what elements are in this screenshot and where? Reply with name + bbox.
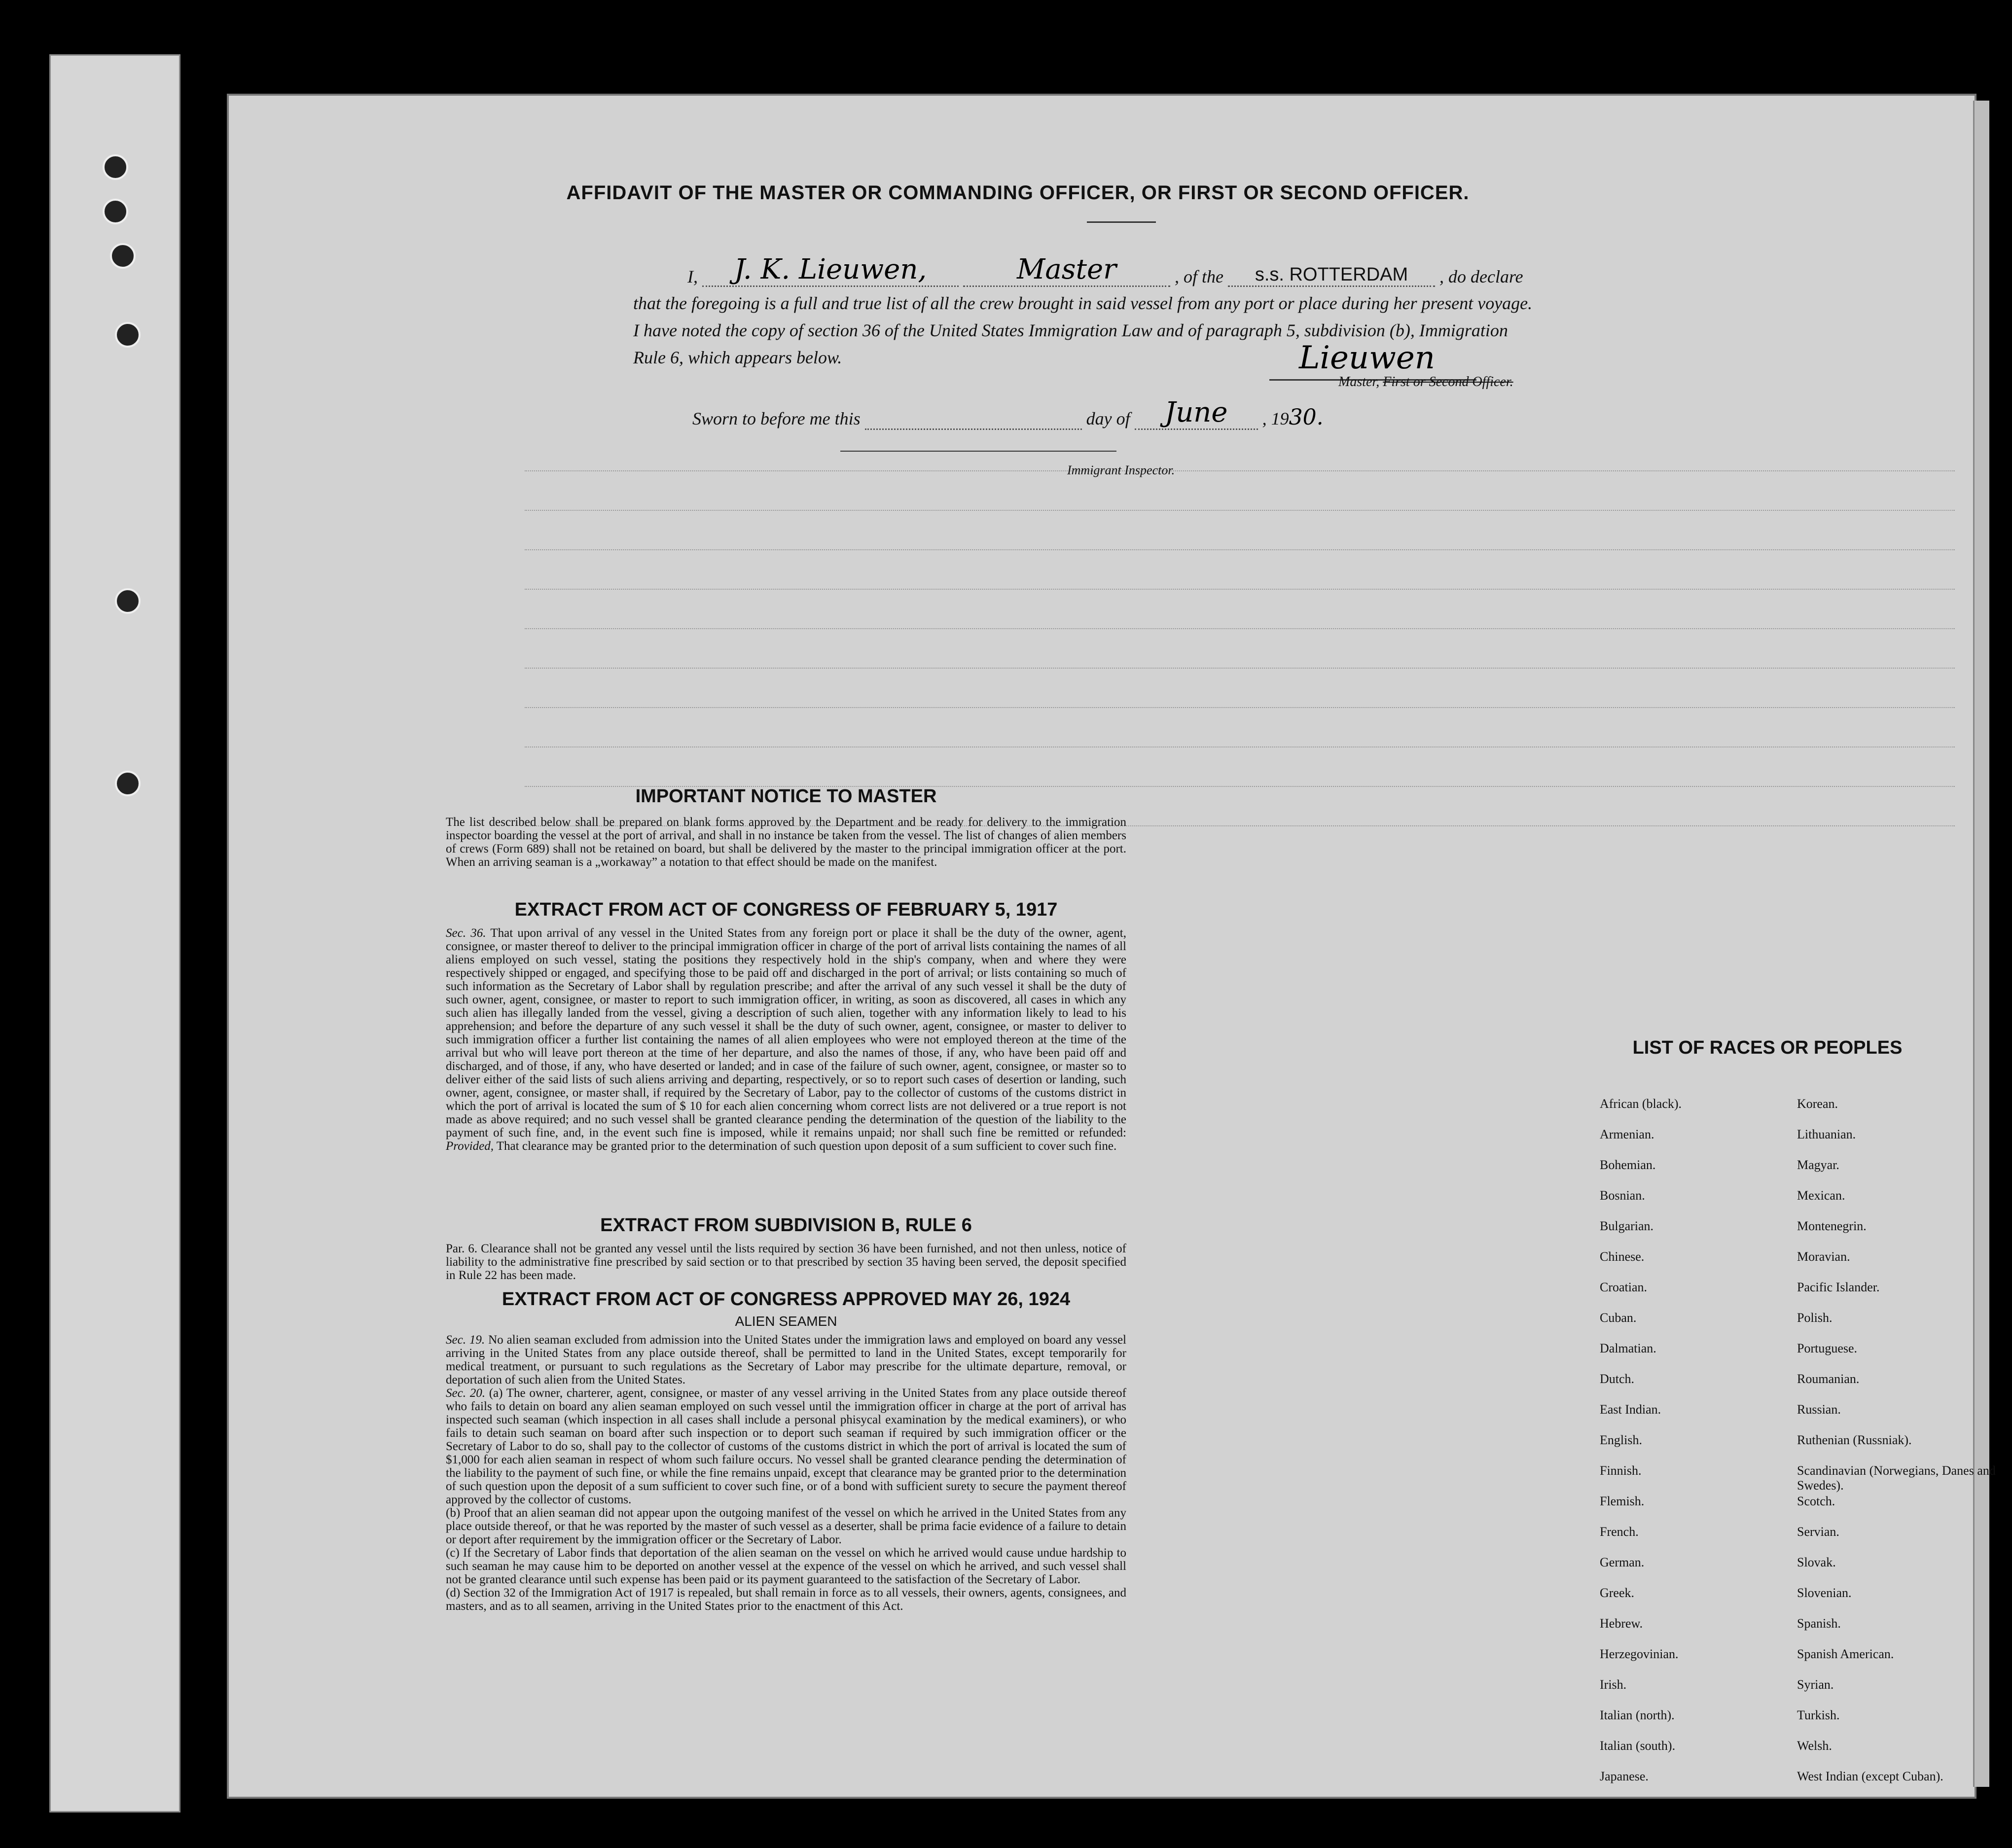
alien-seamen-subheading: ALIEN SEAMEN bbox=[735, 1314, 837, 1329]
sec20b-text: (b) Proof that an alien seaman did not appear upon the outgoing manifest of the vessel on which he arrived in the United States from any place outside thereof, or that he was reported by the master of such vessel as a deserter, shall be prima facie evidence of a failure to detain or deport after requirement by the immigration officer or the Secretary of Labor. bbox=[446, 1506, 1126, 1546]
sec36-label: Sec. 36. bbox=[446, 926, 486, 940]
race-item: Herzegovinian. bbox=[1600, 1647, 1679, 1661]
race-item: German. bbox=[1600, 1555, 1645, 1569]
race-item: Finnish. bbox=[1600, 1463, 1642, 1478]
notice-heading: IMPORTANT NOTICE TO MASTER bbox=[635, 786, 937, 807]
race-item: Italian (south). bbox=[1600, 1739, 1676, 1753]
affidavit-line2: that the foregoing is a full and true list of all the crew brought in said vessel from any port or place during her present voyage. bbox=[633, 293, 1533, 313]
races-heading: LIST OF RACES OR PEOPLES bbox=[1632, 1037, 1903, 1058]
ghost-row bbox=[525, 549, 1955, 552]
ghost-row bbox=[525, 470, 1955, 473]
sworn-year: 30. bbox=[1289, 405, 1324, 430]
race-item: Bohemian. bbox=[1600, 1158, 1656, 1172]
race-item: East Indian. bbox=[1600, 1402, 1661, 1417]
provided-label: Provided, bbox=[446, 1139, 494, 1153]
sworn-text: Sworn to before me this bbox=[692, 409, 861, 428]
year-prefix: , 19 bbox=[1262, 409, 1289, 428]
race-item: Greek. bbox=[1600, 1586, 1635, 1600]
prefix-i: I, bbox=[687, 267, 698, 286]
sworn-line bbox=[692, 396, 1580, 430]
race-item: Montenegrin. bbox=[1797, 1219, 1867, 1233]
affidavit-title: AFFIDAVIT OF THE MASTER OR COMMANDING OFFICER, OR FIRST OR SECOND OFFICER. bbox=[566, 182, 1470, 204]
sworn-month: June bbox=[1135, 396, 1258, 430]
sec19-text: No alien seaman excluded from admission into the United States under the immigration laws and employed on board any vessel arriving in the United States from any place outside thereof, shall be permitted to land in the United States, except temporarily for medical treatment, or pursuant to such regulations as the Secretary of Labor may prescribe for the ultimate departure, removal, or deportation of such alien from the United States. bbox=[446, 1333, 1127, 1386]
day-of: day of bbox=[1086, 409, 1130, 428]
sec20d-text: (d) Section 32 of the Immigration Act of 1917 is repealed, but shall remain in force as to all vessels, their owners, agents, consignees, and masters, and as to all seamen, arriving in the United States prior to the enactment of this Act. bbox=[446, 1586, 1126, 1613]
race-item: Ruthenian (Russniak). bbox=[1797, 1433, 1912, 1447]
extract-1917-text bbox=[446, 926, 1126, 1153]
race-item: African (black). bbox=[1600, 1097, 1682, 1111]
sec19-label: Sec. 19. bbox=[446, 1333, 485, 1347]
affidavit-line1 bbox=[687, 253, 1822, 287]
extract-1924-heading: EXTRACT FROM ACT OF CONGRESS APPROVED MAY 26, 1924 bbox=[502, 1289, 1071, 1310]
race-item: Italian (north). bbox=[1600, 1708, 1675, 1722]
race-item: French. bbox=[1600, 1525, 1639, 1539]
sec20-label: Sec. 20. bbox=[446, 1386, 485, 1400]
race-item: Scandinavian (Norwegians, Danes and Swedes). bbox=[1797, 1463, 1996, 1493]
title-rule bbox=[1087, 221, 1156, 223]
manifest-sheet bbox=[227, 94, 1996, 1799]
race-item: Magyar. bbox=[1797, 1158, 1839, 1172]
race-item: Spanish. bbox=[1797, 1616, 1841, 1631]
sec20c-text: (c) If the Secretary of Labor finds that deportation of the alien seaman on the vessel on which he arrived would cause undue hardship to such seaman he may cause him to be deported on another vessel at the expence of the vessel on which he arrived, and such vessel shall not be granted clearance until such expense has been paid or its payment guaranteed to the satisfaction of the Secretary of Labor. bbox=[446, 1546, 1126, 1586]
extract-1924-text bbox=[446, 1333, 1126, 1613]
punch-hole bbox=[103, 199, 128, 224]
caption-struck: First or Second Officer. bbox=[1383, 374, 1513, 390]
race-item: Servian. bbox=[1797, 1525, 1839, 1539]
do-declare: , do declare bbox=[1439, 267, 1523, 286]
race-item: Portuguese. bbox=[1797, 1341, 1858, 1355]
master-rank: Master bbox=[963, 253, 1170, 287]
master-signature: Lieuwen bbox=[1299, 340, 1435, 376]
race-item: Hebrew. bbox=[1600, 1616, 1643, 1631]
punch-hole bbox=[110, 243, 136, 269]
ghost-row bbox=[525, 707, 1955, 710]
underlying-sheet-strip bbox=[49, 54, 180, 1812]
affidavit-line3: I have noted the copy of section 36 of the United States Immigration Law and of paragraph 5, subdivision (b), Immigration bbox=[633, 320, 1508, 340]
races-right-column bbox=[1797, 1097, 2004, 1800]
rule6-text: Par. 6. Clearance shall not be granted any vessel until the lists required by section 36 have been furnished, and not then unless, notice of liability to the administrative fine prescribed by said section or to that prescribed by section 35 having been served, the deposit specified in Rule 22 has been made. bbox=[446, 1242, 1126, 1282]
notice-text: The list described below shall be prepared on blank forms approved by the Department and be ready for delivery to the immigration inspector boarding the vessel at the port of arrival, and shall in no instance be taken from the vessel. The list of changes of alien members of crews (Form 689) shall not be retained on board, but shall be delivered by the master to the principal immigration officer at the port. When an arriving seaman is a „workaway” a notation to that effect should be made on the manifest. bbox=[446, 816, 1126, 869]
ghost-row bbox=[525, 668, 1955, 671]
ghost-row bbox=[525, 589, 1955, 592]
race-item: Welsh. bbox=[1797, 1739, 1832, 1753]
race-item: Dutch. bbox=[1600, 1372, 1635, 1386]
race-item: Polish. bbox=[1797, 1311, 1832, 1325]
races-list bbox=[1600, 1037, 2012, 1783]
sec19-paragraph bbox=[446, 1333, 1126, 1386]
race-item: Pacific Islander. bbox=[1797, 1280, 1880, 1294]
affidavit-line4: Rule 6, which appears below. bbox=[633, 348, 842, 367]
race-item: Croatian. bbox=[1600, 1280, 1648, 1294]
ghost-row bbox=[525, 746, 1955, 749]
races-left-column bbox=[1600, 1097, 1777, 1800]
race-item: Flemish. bbox=[1600, 1494, 1645, 1508]
race-item: Turkish. bbox=[1797, 1708, 1840, 1722]
vessel-name: s.s. ROTTERDAM bbox=[1228, 264, 1435, 287]
race-item: Dalmatian. bbox=[1600, 1341, 1656, 1355]
punch-hole bbox=[115, 322, 141, 348]
ghost-row bbox=[525, 510, 1955, 513]
race-item: Mexican. bbox=[1797, 1188, 1845, 1203]
of-the: , of the bbox=[1175, 267, 1223, 286]
sec36-text-end: That clearance may be granted prior to the determination of such question upon deposit of a sum sufficient to cover such fine. bbox=[496, 1139, 1117, 1153]
caption-master: Master, bbox=[1338, 374, 1380, 390]
race-item: Chinese. bbox=[1600, 1249, 1645, 1264]
extract-1917-heading: EXTRACT FROM ACT OF CONGRESS OF FEBRUARY 5, 1917 bbox=[514, 899, 1058, 920]
sec36-text: That upon arrival of any vessel in the United States from any foreign port or place it shall be the duty of the owner, agent, consignee, or master thereof to deliver to the principal immigration officer in charge of the port of arrival lists containing the names of all aliens employed on such vessel, stating the positions they respectively hold in the ship's company, when and where they were respectively shipped or engaged, and specifying those to be paid off and discharged in the port of arrival; or lists containing so much of such information as the Secretary of Labor shall by regulation prescribe; and after the arrival of any such vessel it shall be the duty of such owner, agent, consignee, or master to report to such immigration officer, in writing, as soon as discovered, all cases in which any such alien has illegally landed from the vessel, giving a description of such alien, together with any information likely to lead to his apprehension; and before the departure of any such vessel it shall be the duty of such owner, agent, consignee, or master to deliver to such immigration officer a further list containing the names of all alien employees who were not employed thereon at the time of the arrival but who will leave port thereon at the time of her departure, and also the names of those, if any, who have been paid off and discharged, and of those, if any, who have deserted or landed; and in case of the failure of such owner, agent, consignee, or master so to deliver either of the said lists of such aliens arriving and departing, respectively, or so to report such cases of desertion or landing, such owner, agent, consignee, or master shall, if required by the Secretary of Labor, pay to the collector of customs of the customs district in which the port of arrival is located the sum of $ 10 for each alien concerning whom correct lists are not delivered or a true report is not made as above required; and no such vessel shall be granted clearance pending the determination of the question of the liability to the payment of such fine, and, in the event such fine is imposed, while it remains unpaid; nor shall such fine be remitted or refunded: bbox=[446, 926, 1126, 1139]
race-item: Cuban. bbox=[1600, 1311, 1637, 1325]
race-item: English. bbox=[1600, 1433, 1642, 1447]
race-item: Moravian. bbox=[1797, 1249, 1850, 1264]
master-name: J. K. Lieuwen, bbox=[702, 253, 959, 287]
signature-caption bbox=[1338, 374, 1513, 390]
race-item: Armenian. bbox=[1600, 1127, 1654, 1141]
race-item: West Indian (except Cuban). bbox=[1797, 1769, 1943, 1783]
race-item: Korean. bbox=[1797, 1097, 1838, 1111]
sec20a-paragraph bbox=[446, 1386, 1126, 1506]
inspector-caption: Immigrant Inspector. bbox=[1067, 463, 1175, 477]
sworn-day-blank bbox=[865, 428, 1082, 430]
race-item: Roumanian. bbox=[1797, 1372, 1860, 1386]
race-item: Slovenian. bbox=[1797, 1586, 1852, 1600]
race-item: Slovak. bbox=[1797, 1555, 1836, 1569]
race-item: Bulgarian. bbox=[1600, 1219, 1654, 1233]
race-item: Scotch. bbox=[1797, 1494, 1835, 1508]
race-item: Spanish American. bbox=[1797, 1647, 1894, 1661]
race-item: Bosnian. bbox=[1600, 1188, 1645, 1203]
rule6-heading: EXTRACT FROM SUBDIVISION B, RULE 6 bbox=[600, 1215, 972, 1236]
punch-hole bbox=[115, 588, 141, 614]
race-item: Syrian. bbox=[1797, 1677, 1834, 1692]
race-item: Japanese. bbox=[1600, 1769, 1649, 1783]
ghost-row bbox=[525, 628, 1955, 631]
race-item: Lithuanian. bbox=[1797, 1127, 1856, 1141]
race-item: Russian. bbox=[1797, 1402, 1841, 1417]
punch-hole bbox=[103, 154, 128, 180]
punch-hole bbox=[115, 771, 141, 796]
sec20a-text: (a) The owner, charterer, agent, consignee, or master of any vessel arriving in the United States from any place outside thereof who fails to detain on board any alien seaman employed on such vessel until the immigration officer in charge at the port of arrival has inspected such seaman (which inspection in all cases shall include a personal phisycal examination by the medical examiners), or who fails to detain such seaman on board after such inspection or to deport such seaman if required by such immigration officer or the Secretary of Labor to do so, shall pay to the collector of customs of the customs district in which the port of arrival is located the sum of $1,000 for each alien seaman in respect of whom such failure occurs. No vessel shall be granted clearance pending the determination of the liability to the payment of such fine, or while the fine remains unpaid, except that clearance may be granted prior to the determination of such question upon the deposit of a sum sufficient to cover such fine, or of a bond with sufficient surety to secure the payment thereof approved by the collector of customs. bbox=[446, 1386, 1127, 1506]
race-item: Irish. bbox=[1600, 1677, 1627, 1692]
inspector-rule bbox=[840, 451, 1116, 452]
